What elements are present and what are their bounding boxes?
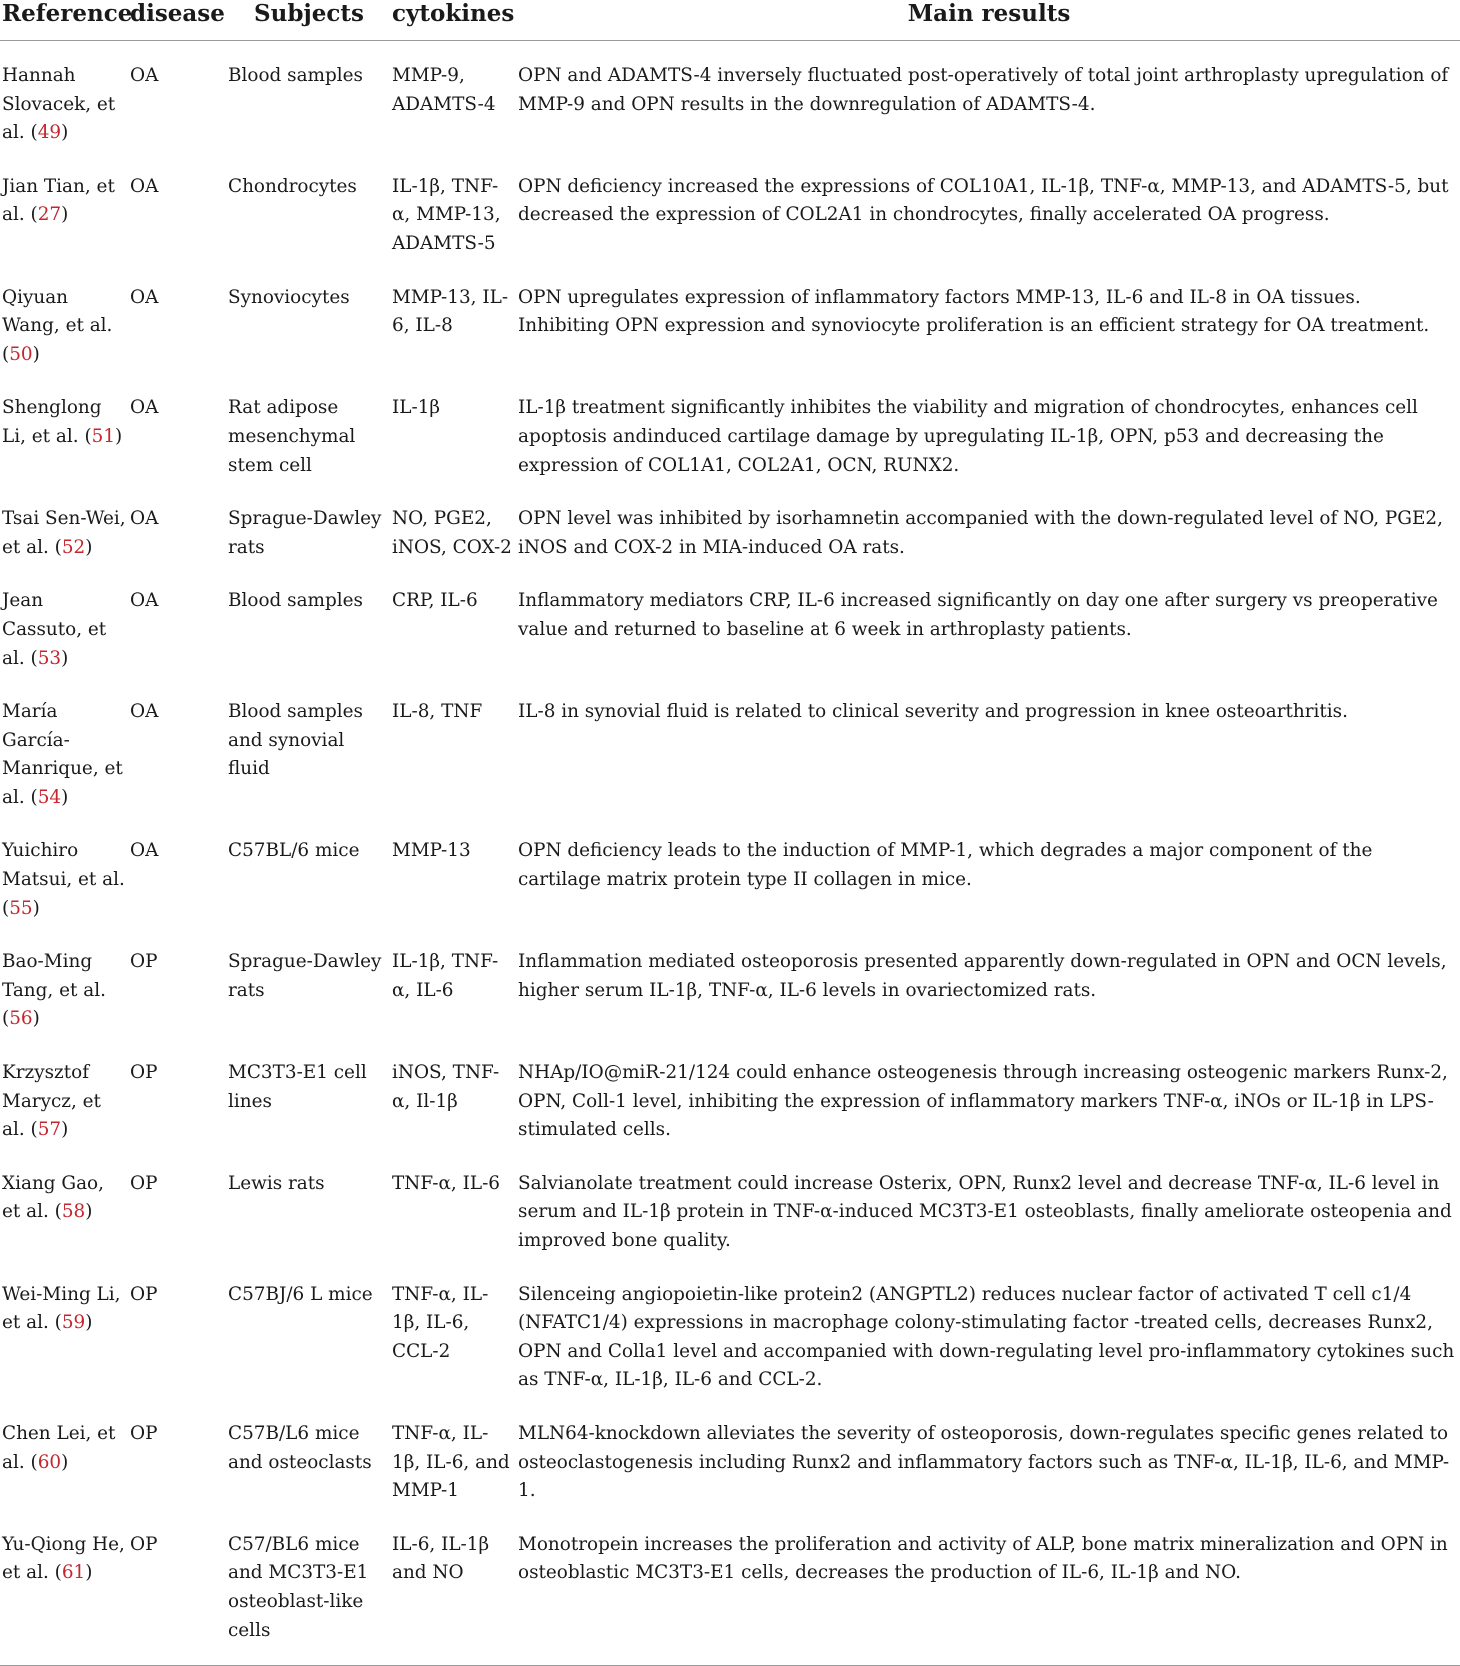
table-body bbox=[0, 41, 1460, 1666]
citation-link[interactable]: 59 bbox=[61, 1312, 86, 1334]
table-row bbox=[0, 1038, 1460, 1149]
results-cell: OPN deficiency leads to the induction of MMP-1, which degrades a major component of the cartilage matrix protein type II collagen in mice. bbox=[518, 840, 1373, 891]
table-row bbox=[0, 152, 1460, 263]
results-cell: Silenceing angiopoietin-like protein2 (ANGPTL2) reduces nuclear factor of activated T cell c1/4 (NFATC1/4) expressions in macrophage colony-stimulating factor -treated cells, decreases Runx2, OPN and Colla1 level and accompanied with down-regulating level pro-inflammatory cytokines such as TNF-α, IL-1β, IL-6 and CCL-2. bbox=[518, 1283, 1455, 1391]
header-main-results: Main results bbox=[516, 0, 1460, 41]
results-cell: Monotropein increases the proliferation and activity of ALP, bone matrix mineralization and OPN in osteoblastic MC3T3-E1 cells, decreases the production of IL-6, IL-1β and NO. bbox=[518, 1533, 1448, 1584]
results-cell: NHAp/IO@miR-21/124 could enhance osteogenesis through increasing osteogenic markers Runx-2, OPN, Coll-1 level, inhibiting the expression of inflammatory markers TNF-α, iNOs or IL-1β in LPS-stimulated cells. bbox=[518, 1062, 1448, 1141]
reference-cell bbox=[0, 1260, 128, 1399]
results-cell: OPN and ADAMTS-4 inversely fluctuated post-operatively of total joint arthroplasty upregulation of MMP-9 and OPN results in the downregulation of ADAMTS-4. bbox=[518, 65, 1449, 115]
citation-link[interactable]: 60 bbox=[37, 1451, 62, 1473]
subjects-cell: Blood samples bbox=[228, 590, 363, 612]
reference-close: ) bbox=[61, 122, 69, 144]
reference-cell bbox=[0, 566, 128, 677]
reference-close: ) bbox=[61, 1119, 69, 1141]
reference-close: ) bbox=[61, 204, 69, 226]
citation-link[interactable]: 51 bbox=[91, 425, 116, 447]
reference-text: Jian Tian, et al. ( bbox=[2, 175, 115, 226]
cytokines-cell: IL-1β, TNF-α, MMP-13, ADAMTS-5 bbox=[392, 175, 501, 254]
table-row bbox=[0, 566, 1460, 677]
subjects-cell: C57BJ/6 L mice bbox=[228, 1283, 373, 1305]
reference-text: Tsai Sen-Wei, et al. ( bbox=[2, 508, 126, 558]
disease-cell: OP bbox=[130, 1172, 158, 1194]
reference-text: Chen Lei, et al. ( bbox=[2, 1422, 116, 1473]
disease-cell: OP bbox=[130, 1283, 158, 1305]
reference-close: ) bbox=[32, 897, 40, 919]
cytokines-cell: MMP-13 bbox=[392, 840, 471, 862]
cytokines-cell: TNF-α, IL-6 bbox=[392, 1172, 501, 1194]
reference-cell bbox=[0, 152, 128, 263]
citation-link[interactable]: 57 bbox=[37, 1119, 62, 1141]
reference-close: ) bbox=[61, 786, 69, 808]
citation-link[interactable]: 58 bbox=[61, 1201, 86, 1223]
disease-cell: OA bbox=[130, 65, 159, 86]
reference-cell bbox=[0, 373, 128, 484]
disease-cell: OP bbox=[130, 1422, 158, 1444]
disease-cell: OA bbox=[130, 175, 159, 197]
disease-cell: OA bbox=[130, 590, 159, 612]
table-row bbox=[0, 373, 1460, 484]
cytokines-cell: NO, PGE2, iNOS, COX-2 bbox=[392, 508, 512, 558]
subjects-cell: MC3T3-E1 cell lines bbox=[228, 1062, 367, 1112]
subjects-cell: C57BL/6 mice bbox=[228, 840, 360, 862]
results-cell: IL-8 in synovial fluid is related to clinical severity and progression in knee osteoarthritis. bbox=[518, 701, 1348, 723]
reference-text: Krzysztof Marycz, et al. ( bbox=[2, 1062, 101, 1141]
reference-close: ) bbox=[32, 1008, 40, 1030]
reference-text: Hannah Slovacek, et al. ( bbox=[2, 65, 116, 144]
disease-cell: OA bbox=[130, 840, 159, 862]
subjects-cell: Blood samples bbox=[228, 65, 363, 86]
header-row bbox=[0, 0, 1460, 41]
results-cell: Salvianolate treatment could increase Osterix, OPN, Runx2 level and decrease TNF-α, IL-6 level in serum and IL-1β protein in TNF-α-induced MC3T3-E1 osteoblasts, finally ameliorate osteopenia and improved bone quality. bbox=[518, 1172, 1452, 1251]
results-cell: OPN upregulates expression of inflammatory factors MMP-13, IL-6 and IL-8 in OA tissues. Inhibiting OPN expression and synoviocyte proliferation is an efficient strategy for OA treatment. bbox=[518, 286, 1430, 337]
reference-cell bbox=[0, 677, 128, 816]
cytokines-cell: MMP-13, IL-6, IL-8 bbox=[392, 286, 509, 337]
reference-text: Qiyuan Wang, et al. ( bbox=[2, 286, 113, 365]
reference-close: ) bbox=[61, 1451, 69, 1473]
reference-cell bbox=[0, 1510, 128, 1665]
cytokines-cell: IL-1β bbox=[392, 397, 441, 419]
reference-text: María García-Manrique, et al. ( bbox=[2, 701, 123, 808]
table-row bbox=[0, 484, 1460, 566]
table-row bbox=[0, 677, 1460, 816]
citation-link[interactable]: 53 bbox=[37, 647, 62, 669]
cytokines-cell: MMP-9, ADAMTS-4 bbox=[392, 65, 496, 115]
citation-link[interactable]: 50 bbox=[9, 343, 33, 365]
reference-close: ) bbox=[85, 1312, 93, 1334]
disease-cell: OA bbox=[130, 508, 159, 530]
citation-link[interactable]: 61 bbox=[61, 1562, 86, 1584]
header-cytokines: cytokines bbox=[390, 0, 516, 41]
reference-text: Yuichiro Matsui, et al. ( bbox=[2, 840, 125, 919]
table-row bbox=[0, 1149, 1460, 1260]
subjects-cell: C57B/L6 mice and osteoclasts bbox=[228, 1422, 372, 1473]
reference-close: ) bbox=[85, 1201, 93, 1223]
cytokines-cell: IL-6, IL-1β and NO bbox=[392, 1533, 490, 1584]
reference-close: ) bbox=[85, 1562, 93, 1584]
table-row bbox=[0, 927, 1460, 1038]
reference-text: Bao-Ming Tang, et al. ( bbox=[2, 951, 106, 1030]
table-row bbox=[0, 1260, 1460, 1399]
citation-link[interactable]: 56 bbox=[9, 1008, 33, 1030]
reference-text: Xiang Gao, et al. ( bbox=[2, 1172, 104, 1223]
reference-cell bbox=[0, 1149, 128, 1260]
table-header bbox=[0, 0, 1460, 41]
reference-close: ) bbox=[85, 536, 93, 558]
reference-cell bbox=[0, 1399, 128, 1510]
table-row bbox=[0, 1399, 1460, 1510]
citation-link[interactable]: 49 bbox=[37, 122, 62, 144]
citation-link[interactable]: 54 bbox=[37, 786, 62, 808]
reference-cell bbox=[0, 263, 128, 374]
citation-link[interactable]: 52 bbox=[61, 536, 86, 558]
reference-cell bbox=[0, 41, 128, 152]
header-reference: Reference bbox=[0, 0, 128, 41]
cytokines-cell: IL-8, TNF bbox=[392, 701, 483, 723]
cytokines-cell: TNF-α, IL-1β, IL-6, CCL-2 bbox=[392, 1283, 489, 1362]
subjects-cell: C57/BL6 mice and MC3T3-E1 osteoblast-like cells bbox=[228, 1533, 369, 1641]
table-row bbox=[0, 816, 1460, 927]
cytokines-cell: iNOS, TNF-α, Il-1β bbox=[392, 1062, 500, 1112]
reference-cell bbox=[0, 816, 128, 927]
cytokines-cell: IL-1β, TNF-α, IL-6 bbox=[392, 951, 499, 1001]
cytokines-cell: CRP, IL-6 bbox=[392, 590, 478, 612]
cytokines-cell: TNF-α, IL-1β, IL-6, and MMP-1 bbox=[392, 1422, 510, 1502]
table-row bbox=[0, 1510, 1460, 1665]
citation-link[interactable]: 27 bbox=[37, 204, 62, 226]
reference-cell bbox=[0, 484, 128, 566]
reference-text: Shenglong Li, et al. ( bbox=[2, 397, 102, 447]
results-cell: Inflammatory mediators CRP, IL-6 increased significantly on day one after surgery vs preoperative value and returned to baseline at 6 week in arthroplasty patients. bbox=[518, 590, 1438, 640]
results-cell: IL-1β treatment significantly inhibites the viability and migration of chondrocytes, enhances cell apoptosis andinduced cartilage damage by upregulating IL-1β, OPN, p53 and decreasing the expression of COL1A1, COL2A1, OCN, RUNX2. bbox=[518, 397, 1418, 476]
results-cell: MLN64-knockdown alleviates the severity of osteoporosis, down-regulates specific genes related to osteoclastogenesis including Runx2 and inflammatory factors such as TNF-α, IL-1β, IL-6, and MMP-1. bbox=[518, 1422, 1450, 1502]
disease-cell: OP bbox=[130, 1533, 158, 1555]
disease-cell: OA bbox=[130, 701, 159, 723]
subjects-cell: Synoviocytes bbox=[228, 286, 350, 308]
subjects-cell: Blood samples and synovial fluid bbox=[228, 701, 363, 780]
header-subjects: Subjects bbox=[226, 0, 390, 41]
disease-cell: OP bbox=[130, 1062, 158, 1084]
reference-close: ) bbox=[115, 425, 123, 447]
subjects-cell: Rat adipose mesenchymal stem cell bbox=[228, 397, 356, 476]
header-disease: disease bbox=[128, 0, 226, 41]
results-cell: OPN level was inhibited by isorhamnetin accompanied with the down-regulated level of NO, PGE2, iNOS and COX-2 in MIA-induced OA rats. bbox=[518, 508, 1443, 558]
disease-cell: OA bbox=[130, 397, 159, 419]
reference-cell bbox=[0, 927, 128, 1038]
reference-cell bbox=[0, 1038, 128, 1149]
reference-text: Wei-Ming Li, et al. ( bbox=[2, 1283, 121, 1334]
citation-link[interactable]: 55 bbox=[9, 897, 33, 919]
table-row bbox=[0, 41, 1460, 152]
results-cell: OPN deficiency increased the expressions of COL10A1, IL-1β, TNF-α, MMP-13, and ADAMTS-5, but decreased the expression of COL2A1 in chondrocytes, finally accelerated OA progress. bbox=[518, 175, 1449, 226]
results-cell: Inflammation mediated osteoporosis presented apparently down-regulated in OPN and OCN levels, higher serum IL-1β, TNF-α, IL-6 levels in ovariectomized rats. bbox=[518, 951, 1447, 1001]
subjects-cell: Chondrocytes bbox=[228, 175, 357, 197]
reference-text: Yu-Qiong He, et al. ( bbox=[2, 1533, 125, 1584]
subjects-cell: Sprague-Dawley rats bbox=[228, 508, 382, 558]
subjects-cell: Lewis rats bbox=[228, 1172, 325, 1194]
reference-close: ) bbox=[61, 647, 69, 669]
disease-cell: OP bbox=[130, 951, 158, 973]
reference-close: ) bbox=[32, 343, 40, 365]
reference-text: Jean Cassuto, et al. ( bbox=[2, 590, 107, 669]
subjects-cell: Sprague-Dawley rats bbox=[228, 951, 382, 1001]
disease-cell: OA bbox=[130, 286, 159, 308]
table-row bbox=[0, 263, 1460, 374]
